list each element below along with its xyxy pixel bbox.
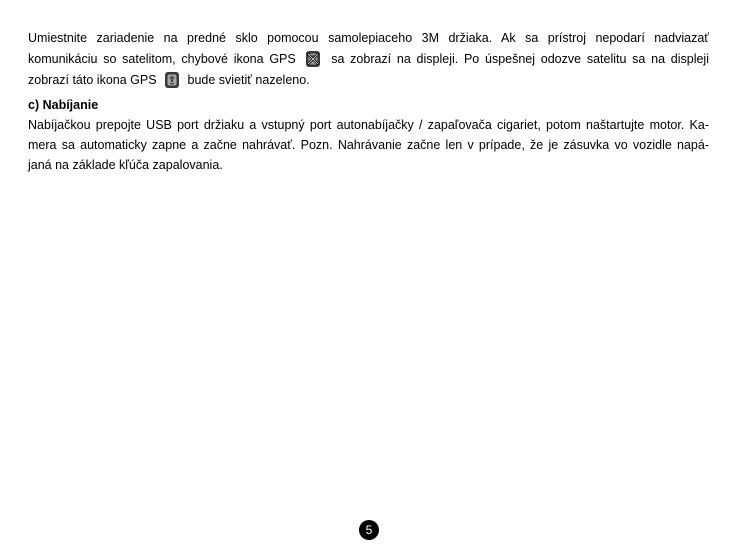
intro-line-2 (28, 49, 709, 70)
intro-line-3-start: zobrazí táto ikona GPS (28, 73, 157, 87)
intro-line-2-start: komunikáciu so satelitom, chybové ikona GPS (28, 52, 296, 66)
gps-error-icon (303, 49, 323, 69)
intro-line-2-end: sa zobrazí na displeji. Po úspešnej odozve satelitu sa na displeji (331, 52, 709, 66)
intro-line-3-end: bude svietiť nazeleno. (187, 73, 310, 87)
gps-ok-icon (162, 70, 182, 90)
intro-line-1: Umiestnite zariadenie na predné sklo pomocou samolepiaceho 3M držiaka. Ak sa prístroj nepodarí nadviazať (28, 31, 709, 45)
charging-line-2: mera sa automaticky zapne a začne nahrávať. Pozn. Nahrávanie začne len v prípade, že je zásuvka vo vozidle napá- (28, 138, 709, 152)
charging-line-1: Nabíjačkou prepojte USB port držiaku a vstupný port autonabíjačky / zapaľovača cigariet, potom naštartujte motor. Ka- (28, 118, 709, 132)
document-page (28, 28, 709, 175)
intro-line-3 (28, 70, 709, 91)
charging-heading: c) Nabíjanie (28, 98, 99, 112)
page-number-badge: 5 (359, 520, 379, 540)
charging-paragraph (28, 115, 709, 175)
intro-paragraph (28, 28, 709, 91)
charging-line-3: janá na základe kľúča zapalovania. (28, 158, 223, 172)
